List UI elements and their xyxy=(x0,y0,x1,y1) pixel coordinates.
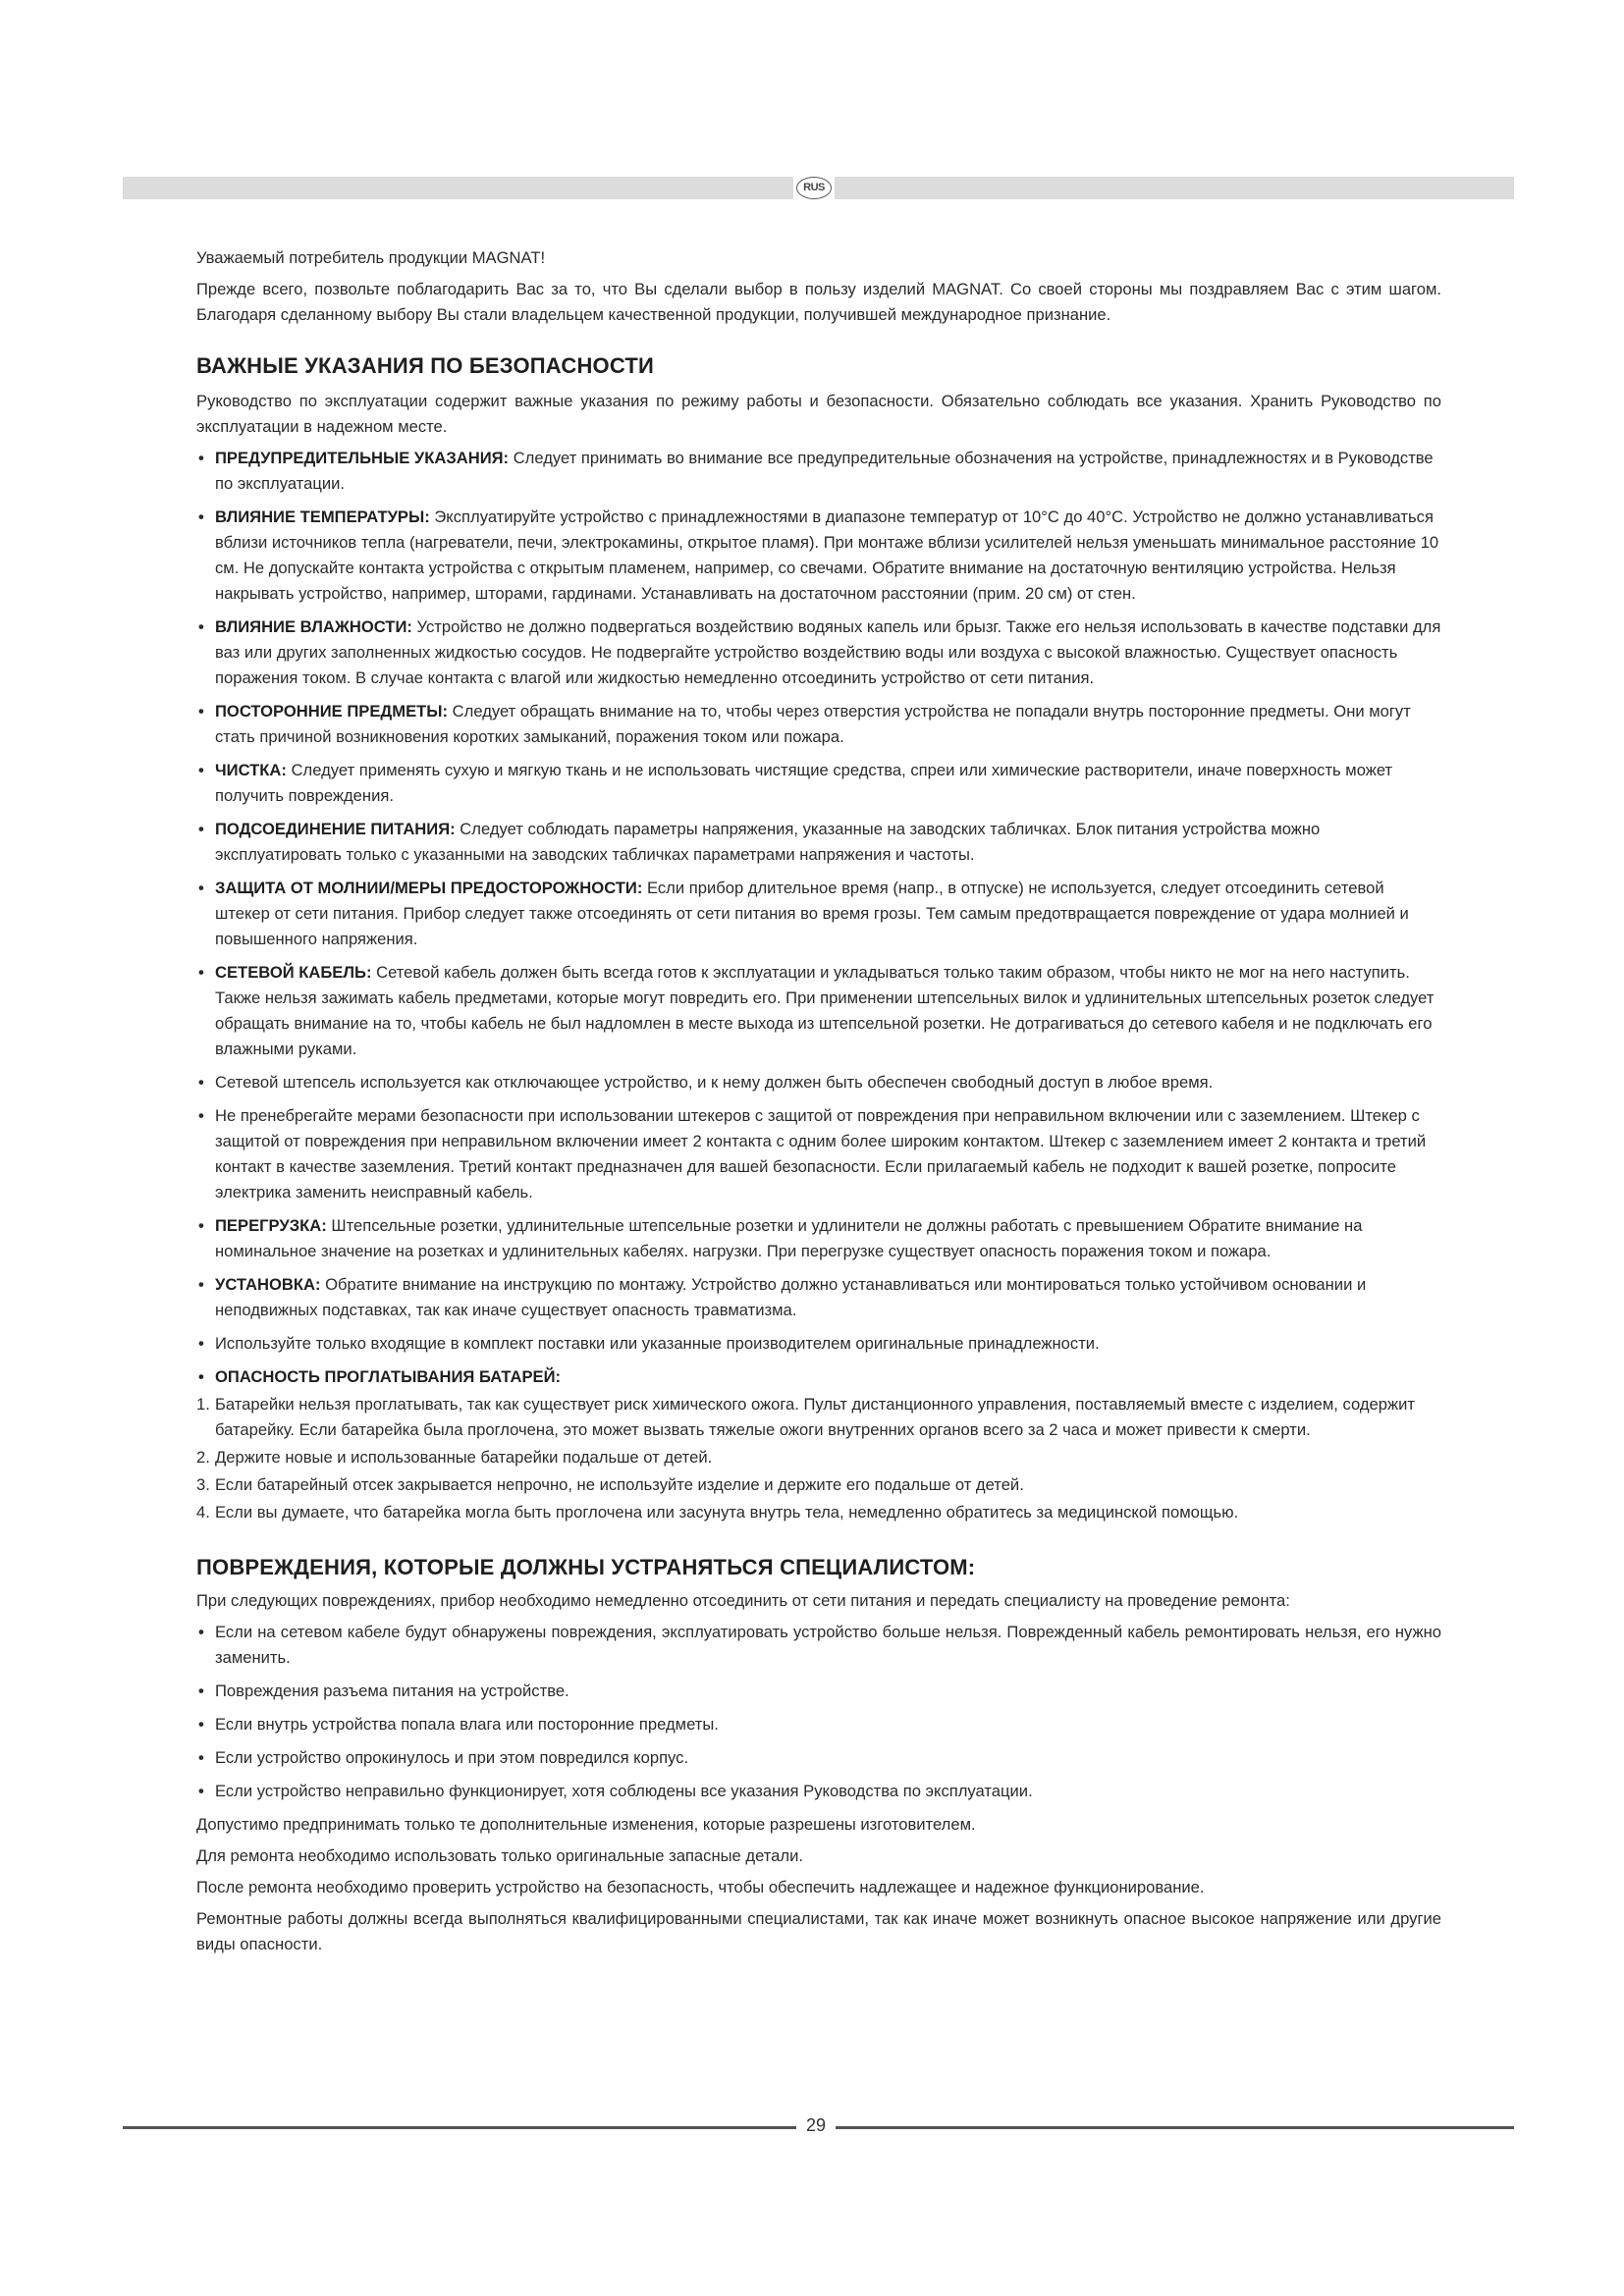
repair-note: Для ремонта необходимо использовать только оригинальные запасные детали. xyxy=(196,1846,803,1865)
safety-item xyxy=(196,1213,1441,1264)
battery-item-number: 3. xyxy=(196,1475,210,1494)
page-number: 29 xyxy=(805,2115,827,2135)
safety-item xyxy=(196,1103,1441,1205)
footer-rule-right xyxy=(836,2126,1514,2129)
safety-item-label: СЕТЕВОЙ КАБЕЛЬ: xyxy=(215,963,372,982)
safety-item-label: ПЕРЕГРУЗКА: xyxy=(215,1216,327,1235)
safety-item-label: ВЛИЯНИЕ ТЕМПЕРАТУРЫ: xyxy=(215,507,430,526)
battery-item-number: 2. xyxy=(196,1448,210,1467)
safety-item-text: Следует применять сухую и мягкую ткань и не использовать чистящие средства, спреи или химические растворители, иначе поверхность может получить повреждения. xyxy=(215,761,1393,805)
repair-item: • Если внутрь устройства попала влага или посторонние предметы. xyxy=(196,1712,1441,1737)
safety-item-text: Эксплуатируйте устройство с принадлежностями в диапазоне температур от 10°С до 40°С. Устройство не должно устанавливаться вблизи источников тепла (нагреватели, печи, электрокамины, открытое пламя). При монтаже вблизи усилителей нельзя уменьшать минимальное расстояние 10 см. Не допускайте контакта устройства с открытым пламенем, например, со свечами. Обратите внимание на достаточную вентиляцию устройства. Нельзя накрывать устройство, например, шторами, гардинами. Устанавливать на достаточном расстоянии (прим. 20 см) от стен. xyxy=(215,507,1439,603)
safety-item-text: Сетевой штепсель используется как отключающее устройство, и к нему должен быть обеспечен свободный доступ в любое время. xyxy=(215,1073,1214,1092)
safety-item-text: Следует соблюдать параметры напряжения, указанные на заводских табличках. Блок питания устройства можно эксплуатировать только с указанными на заводских табличках параметрами напряжения и частоты. xyxy=(215,820,1321,864)
safety-item xyxy=(196,699,1441,750)
repair-heading: ПОВРЕЖДЕНИЯ, КОТОРЫЕ ДОЛЖНЫ УСТРАНЯТЬСЯ СПЕЦИАЛИСТОМ: xyxy=(196,1555,976,1579)
battery-item xyxy=(196,1392,1441,1443)
battery-item-text: Держите новые и использованные батарейки подальше от детей. xyxy=(215,1448,713,1467)
safety-item-text: Не пренебрегайте мерами безопасности при использовании штекеров с защитой от повреждения при неправильном включении или с заземлением. Штекер с защитой от повреждения при неправильном включении имеет 2 контакта с одним более широким контактом. Штекер с заземлением имеет 2 контакта и третий контакт в качестве заземления. Третий контакт предназначен для вашей безопасности. Если прилагаемый кабель не подходит к вашей розетке, попросите электрика заменить неисправный кабель. xyxy=(215,1106,1427,1201)
safety-item xyxy=(196,505,1441,607)
footer-rule-left xyxy=(123,2126,796,2129)
safety-list xyxy=(196,446,1441,1390)
safety-item-label: ПОСТОРОННИЕ ПРЕДМЕТЫ: xyxy=(215,702,449,721)
repair-item: • Если устройство неправильно функционирует, хотя соблюдены все указания Руководства по эксплуатации. xyxy=(196,1779,1441,1804)
safety-item xyxy=(196,614,1441,691)
repair-note: Допустимо предпринимать только те дополнительные изменения, которые разрешены изготовителем. xyxy=(196,1815,976,1834)
battery-item-number: 4. xyxy=(196,1503,210,1522)
safety-item-label: ПРЕДУПРЕДИТЕЛЬНЫЕ УКАЗАНИЯ: xyxy=(215,449,510,467)
battery-warning-title xyxy=(196,1364,1441,1390)
battery-item-number: 1. xyxy=(196,1395,210,1414)
page-content xyxy=(196,245,1441,1963)
repair-note: После ремонта необходимо проверить устройство на безопасность, чтобы обеспечить надлежащее и надежное функционирование. xyxy=(196,1878,1205,1896)
battery-item xyxy=(196,1500,1441,1525)
battery-item xyxy=(196,1445,1441,1470)
safety-intro: Руководство по эксплуатации содержит важные указания по режиму работы и безопасности. Обязательно соблюдать все указания. Хранить Руководство по эксплуатации в надежном месте. xyxy=(196,392,1441,436)
safety-item-label: ПОДСОЕДИНЕНИЕ ПИТАНИЯ: xyxy=(215,820,456,838)
intro-text: Прежде всего, позвольте поблагодарить Вас за то, что Вы сделали выбор в пользу изделий MAGNAT. Со своей стороны мы поздравляем Вас с этим шагом. Благодаря сделанному выбору Вы стали владельцем качественной продукции, получившей международное признание. xyxy=(196,280,1441,324)
language-badge-label: RUS xyxy=(796,177,832,199)
safety-item xyxy=(196,1070,1441,1095)
battery-item-text: Батарейки нельзя проглатывать, так как существует риск химического ожога. Пульт дистанционного управления, поставляемый вместе с изделием, содержит батарейку. Если батарейка была проглочена, это может вызвать тяжелые ожоги внутренних органов всего за 2 часа и может привести к смерти. xyxy=(215,1395,1415,1439)
battery-item xyxy=(196,1472,1441,1498)
repair-note: Ремонтные работы должны всегда выполняться квалифицированными специалистами, так как иначе может возникнуть опасное высокое напряжение или другие виды опасности. xyxy=(196,1909,1441,1953)
safety-heading: ВАЖНЫЕ УКАЗАНИЯ ПО БЕЗОПАСНОСТИ xyxy=(196,353,655,378)
repair-intro: При следующих повреждениях, прибор необходимо немедленно отсоединить от сети питания и передать специалисту на проведение ремонта: xyxy=(196,1591,1290,1610)
repair-item: • Повреждения разъема питания на устройстве. xyxy=(196,1679,1441,1704)
safety-item xyxy=(196,1272,1441,1323)
repair-list xyxy=(196,1620,1441,1804)
safety-item xyxy=(196,817,1441,868)
safety-item-label: УСТАНОВКА: xyxy=(215,1275,321,1294)
safety-item-text: Следует обращать внимание на то, чтобы через отверстия устройства не попадали внутрь посторонние предметы. Они могут стать причиной возникновения коротких замыканий, поражения током или пожара. xyxy=(215,702,1411,746)
safety-item-text: Обратите внимание на инструкцию по монтажу. Устройство должно устанавливаться или монтироваться только устойчивом основании и неподвижных подставках, так как иначе существует опасность травматизма. xyxy=(215,1275,1367,1319)
battery-warning-title-text: ОПАСНОСТЬ ПРОГЛАТЫВАНИЯ БАТАРЕЙ: xyxy=(215,1367,562,1386)
repair-item: • Если устройство опрокинулось и при этом повредился корпус. xyxy=(196,1745,1441,1771)
safety-item xyxy=(196,876,1441,952)
safety-item-text: Штепсельные розетки, удлинительные штепсельные розетки и удлинители не должны работать с превышением Обратите внимание на номинальное значение на розетках и удлинительных кабелях. нагрузки. При перегрузке существует опасность поражения током и пожара. xyxy=(215,1216,1363,1260)
intro-greeting: Уважаемый потребитель продукции MAGNAT! xyxy=(196,248,546,267)
battery-item-text: Если вы думаете, что батарейка могла быть проглочена или засунута внутрь тела, немедленно обратитесь за медицинской помощью. xyxy=(215,1503,1239,1522)
battery-item-text: Если батарейный отсек закрывается непрочно, не используйте изделие и держите его подальше от детей. xyxy=(215,1475,1024,1494)
safety-item-label: ЧИСТКА: xyxy=(215,761,287,779)
language-badge xyxy=(793,174,835,201)
repair-item: • Если на сетевом кабеле будут обнаружены повреждения, эксплуатировать устройство больше нельзя. Поврежденный кабель ремонтировать нельзя, его нужно заменить. xyxy=(196,1620,1441,1671)
safety-item xyxy=(196,446,1441,497)
safety-item-text: Используйте только входящие в комплект поставки или указанные производителем оригинальные принадлежности. xyxy=(215,1334,1100,1353)
safety-item xyxy=(196,758,1441,809)
safety-item xyxy=(196,1331,1441,1357)
safety-item-text: Сетевой кабель должен быть всегда готов к эксплуатации и укладываться только таким образом, чтобы никто не мог на него наступить. Также нельзя зажимать кабель предметами, которые могут повредить его. При применении штепсельных вилок и удлинительных штепсельных розеток следует обращать внимание на то, чтобы кабель не был надломлен в месте выхода из штепсельной розетки. Не дотрагиваться до сетевого кабеля и не подключать его влажными руками. xyxy=(215,963,1435,1058)
safety-item-text: Устройство не должно подвергаться воздействию водяных капель или брызг. Также его нельзя использовать в качестве подставки для ваз или других заполненных жидкостью сосудов. Не подвергайте устройство воздействию воды или воздуха с высокой влажностью. Существует опасность поражения током. В случае контакта с влагой или жидкостью немедленно отсоединить устройство от сети питания. xyxy=(215,617,1441,687)
battery-list xyxy=(196,1392,1441,1525)
safety-item-text: Следует принимать во внимание все предупредительные обозначения на устройстве, принадлежностях и в Руководстве по эксплуатации. xyxy=(215,449,1434,493)
safety-item-text: Если прибор длительное время (напр., в отпуске) не используется, следует отсоединить сетевой штекер от сети питания. Прибор следует также отсоединять от сети питания во время грозы. Тем самым предотвращается повреждение от удара молнией и повышенного напряжения. xyxy=(215,879,1409,948)
safety-item-label: ЗАЩИТА ОТ МОЛНИИ/МЕРЫ ПРЕДОСТОРОЖНОСТИ: xyxy=(215,879,643,897)
safety-item-label: ВЛИЯНИЕ ВЛАЖНОСТИ: xyxy=(215,617,412,636)
safety-item xyxy=(196,960,1441,1062)
